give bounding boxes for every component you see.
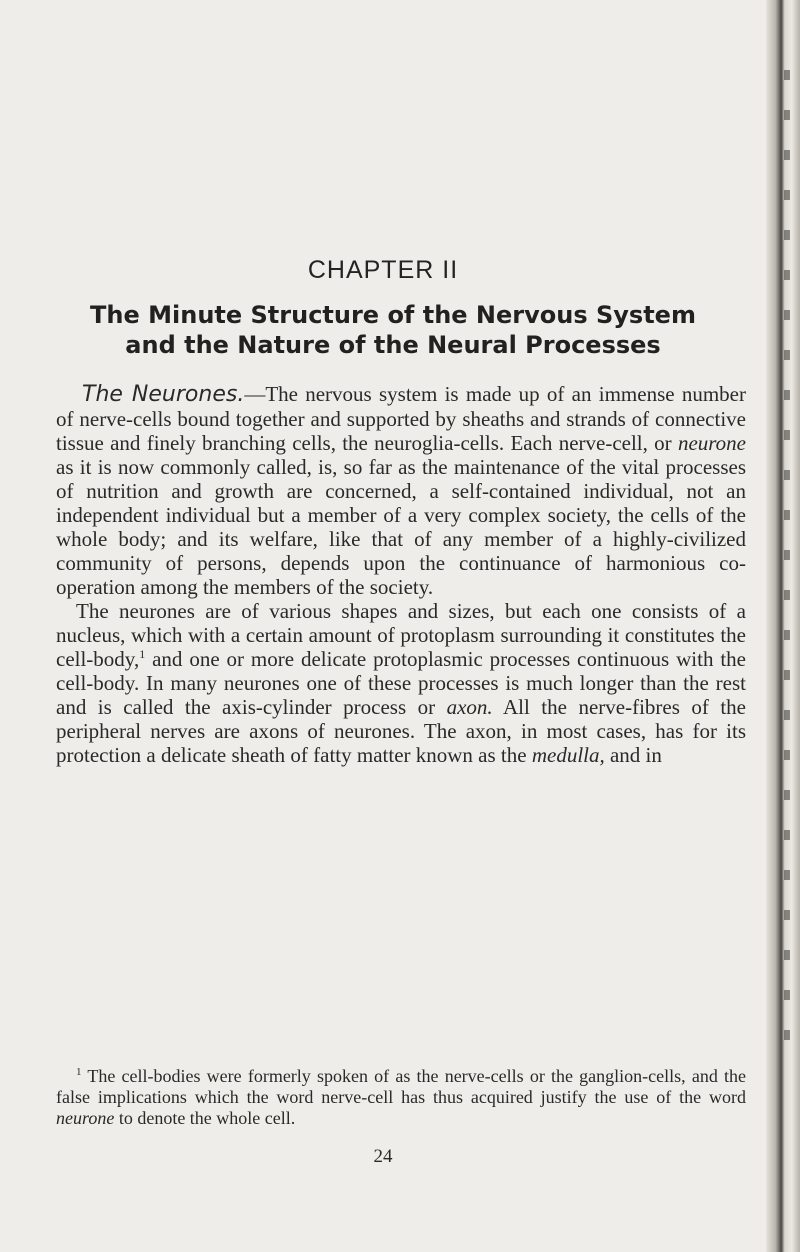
em-dash: — (244, 382, 266, 406)
chapter-title-line-1: The Minute Structure of the Nervous System (90, 301, 696, 329)
term-axon: axon. (446, 695, 493, 719)
body-text (56, 382, 746, 767)
paragraph-1-text-b: as it is now commonly called, is, so far as the maintenance of the vital processes of nutrition and growth are concerned, a self-contained individual, not an independent individual but a member of a very complex society, the cells of the whole body; and its welfare, like that of any member of a highly-civilized community of persons, depends upon the continuance of harmonious co-operation among the members of the society. (56, 455, 746, 599)
footnote-reference: 1 (139, 647, 146, 661)
footnote-marker: 1 (76, 1066, 82, 1078)
section-heading-neurones: The Neurones. (82, 382, 245, 407)
footnote (56, 1066, 746, 1129)
chapter-title-line-2: and the Nature of the Neural Processes (125, 331, 661, 359)
term-neurone: neurone (677, 431, 746, 455)
paragraph-2-text-b: and one or more delicate protoplasmic processes continuous with the cell-body. In many neurones one of these processes is much longer than the rest and is called the axis-cylinder process or (56, 647, 746, 719)
paragraph-1-text-a: The nervous system is made up of an immense number of nerve-cells bound together and supported by sheaths and strands of connective tissue and finely branching cells, the neuroglia-cells. Each nerve-cell, or (56, 382, 746, 455)
footnote-text-b: to denote the whole cell. (114, 1108, 296, 1128)
paragraph-shapes-of-neurones (56, 599, 746, 767)
paragraph-neurones (56, 382, 746, 599)
paragraph-2-text-c: All the nerve-fibres of the peripheral nerves are axons of neurones. The axon, in most cases, has for its protection a delicate sheath of fatty matter known as the (56, 695, 747, 767)
paragraph-2-text-d: and in (604, 743, 662, 767)
page-gutter-edge (766, 0, 800, 1252)
chapter-heading: CHAPTER II (307, 256, 459, 284)
page-number: 24 (373, 1146, 393, 1167)
footnote-term-neurone: neurone (56, 1108, 115, 1128)
footnote-text-a: The cell-bodies were formerly spoken of as the nerve-cells or the ganglion-cells, and the false implications which the word nerve-cell has thus acquired justify the use of the word (56, 1066, 746, 1107)
chapter-title (40, 300, 746, 360)
adjacent-page-text-fragments (778, 70, 794, 970)
paragraph-2-text-a: The neurones are of various shapes and sizes, but each one consists of a nucleus, which with a certain amount of protoplasm surrounding it constitutes the cell-body, (56, 599, 746, 671)
term-medulla: medulla, (531, 743, 605, 767)
